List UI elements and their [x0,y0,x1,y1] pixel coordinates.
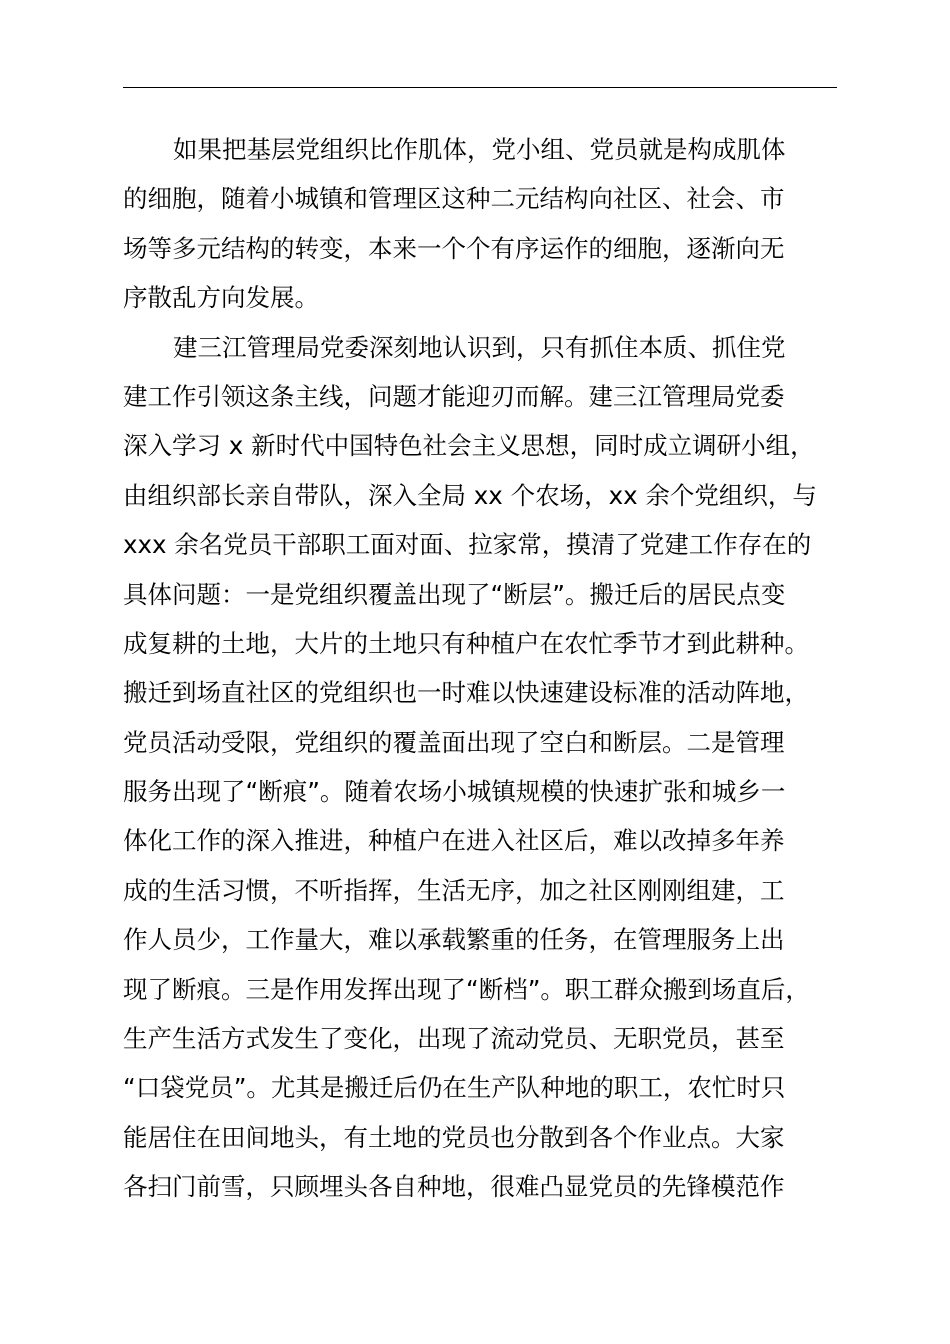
text-line: 成复耕的土地，大片的土地只有种植户在农忙季节才到此耕种。 [123,628,809,658]
text-line: 深入学习 x 新时代中国特色社会主义思想，同时成立调研小组， [123,431,815,461]
text-line: 各扫门前雪，只顾埋头各自种地，很难凸显党员的先锋模范作 [123,1172,785,1202]
text-line: 建三江管理局党委深刻地认识到，只有抓住本质、抓住党 [173,332,786,362]
text-line: 生产生活方式发生了变化，出现了流动党员、无职党员，甚至 [123,1024,785,1054]
header-rule [123,87,837,88]
text-line: 的细胞，随着小城镇和管理区这种二元结构向社区、社会、市 [123,184,785,214]
text-line: 建工作引领这条主线，问题才能迎刃而解。建三江管理局党委 [123,381,785,411]
text-line: xxx 余名党员干部职工面对面、拉家常，摸清了党建工作存在的 [123,530,812,560]
text-line: 搬迁到场直社区的党组织也一时难以快速建设标准的活动阵地， [123,678,809,708]
text-line: 能居住在田间地头，有土地的党员也分散到各个作业点。大家 [123,1122,785,1152]
body-text [123,125,863,1212]
text-line: 体化工作的深入推进，种植户在进入社区后，难以改掉多年养 [123,826,785,856]
text-line: 场等多元结构的转变，本来一个个有序运作的细胞，逐渐向无 [123,233,785,263]
text-line: 序散乱方向发展。 [123,283,319,313]
text-line: 党员活动受限，党组织的覆盖面出现了空白和断层。二是管理 [123,727,785,757]
paragraph-1 [123,125,863,323]
text-line: 现了断痕。三是作用发挥出现了“断档”。职工群众搬到场直后， [123,974,810,1004]
text-line: 由组织部长亲自带队，深入全局 xx 个农场，xx 余个党组织，与 [123,480,817,510]
text-line: 作人员少，工作量大，难以承载繁重的任务，在管理服务上出 [123,925,785,955]
text-line: 成的生活习惯，不听指挥，生活无序，加之社区刚刚组建，工 [123,875,785,905]
text-line: 如果把基层党组织比作肌体，党小组、党员就是构成肌体 [173,135,786,164]
text-line: 服务出现了“断痕”。随着农场小城镇规模的快速扩张和城乡一 [123,777,786,807]
text-line: “口袋党员”。尤其是搬迁后仍在生产队种地的职工，农忙时只 [123,1073,786,1103]
paragraph-2 [123,323,863,1212]
text-line: 具体问题：一是党组织覆盖出现了“断层”。搬迁后的居民点变 [123,579,786,609]
